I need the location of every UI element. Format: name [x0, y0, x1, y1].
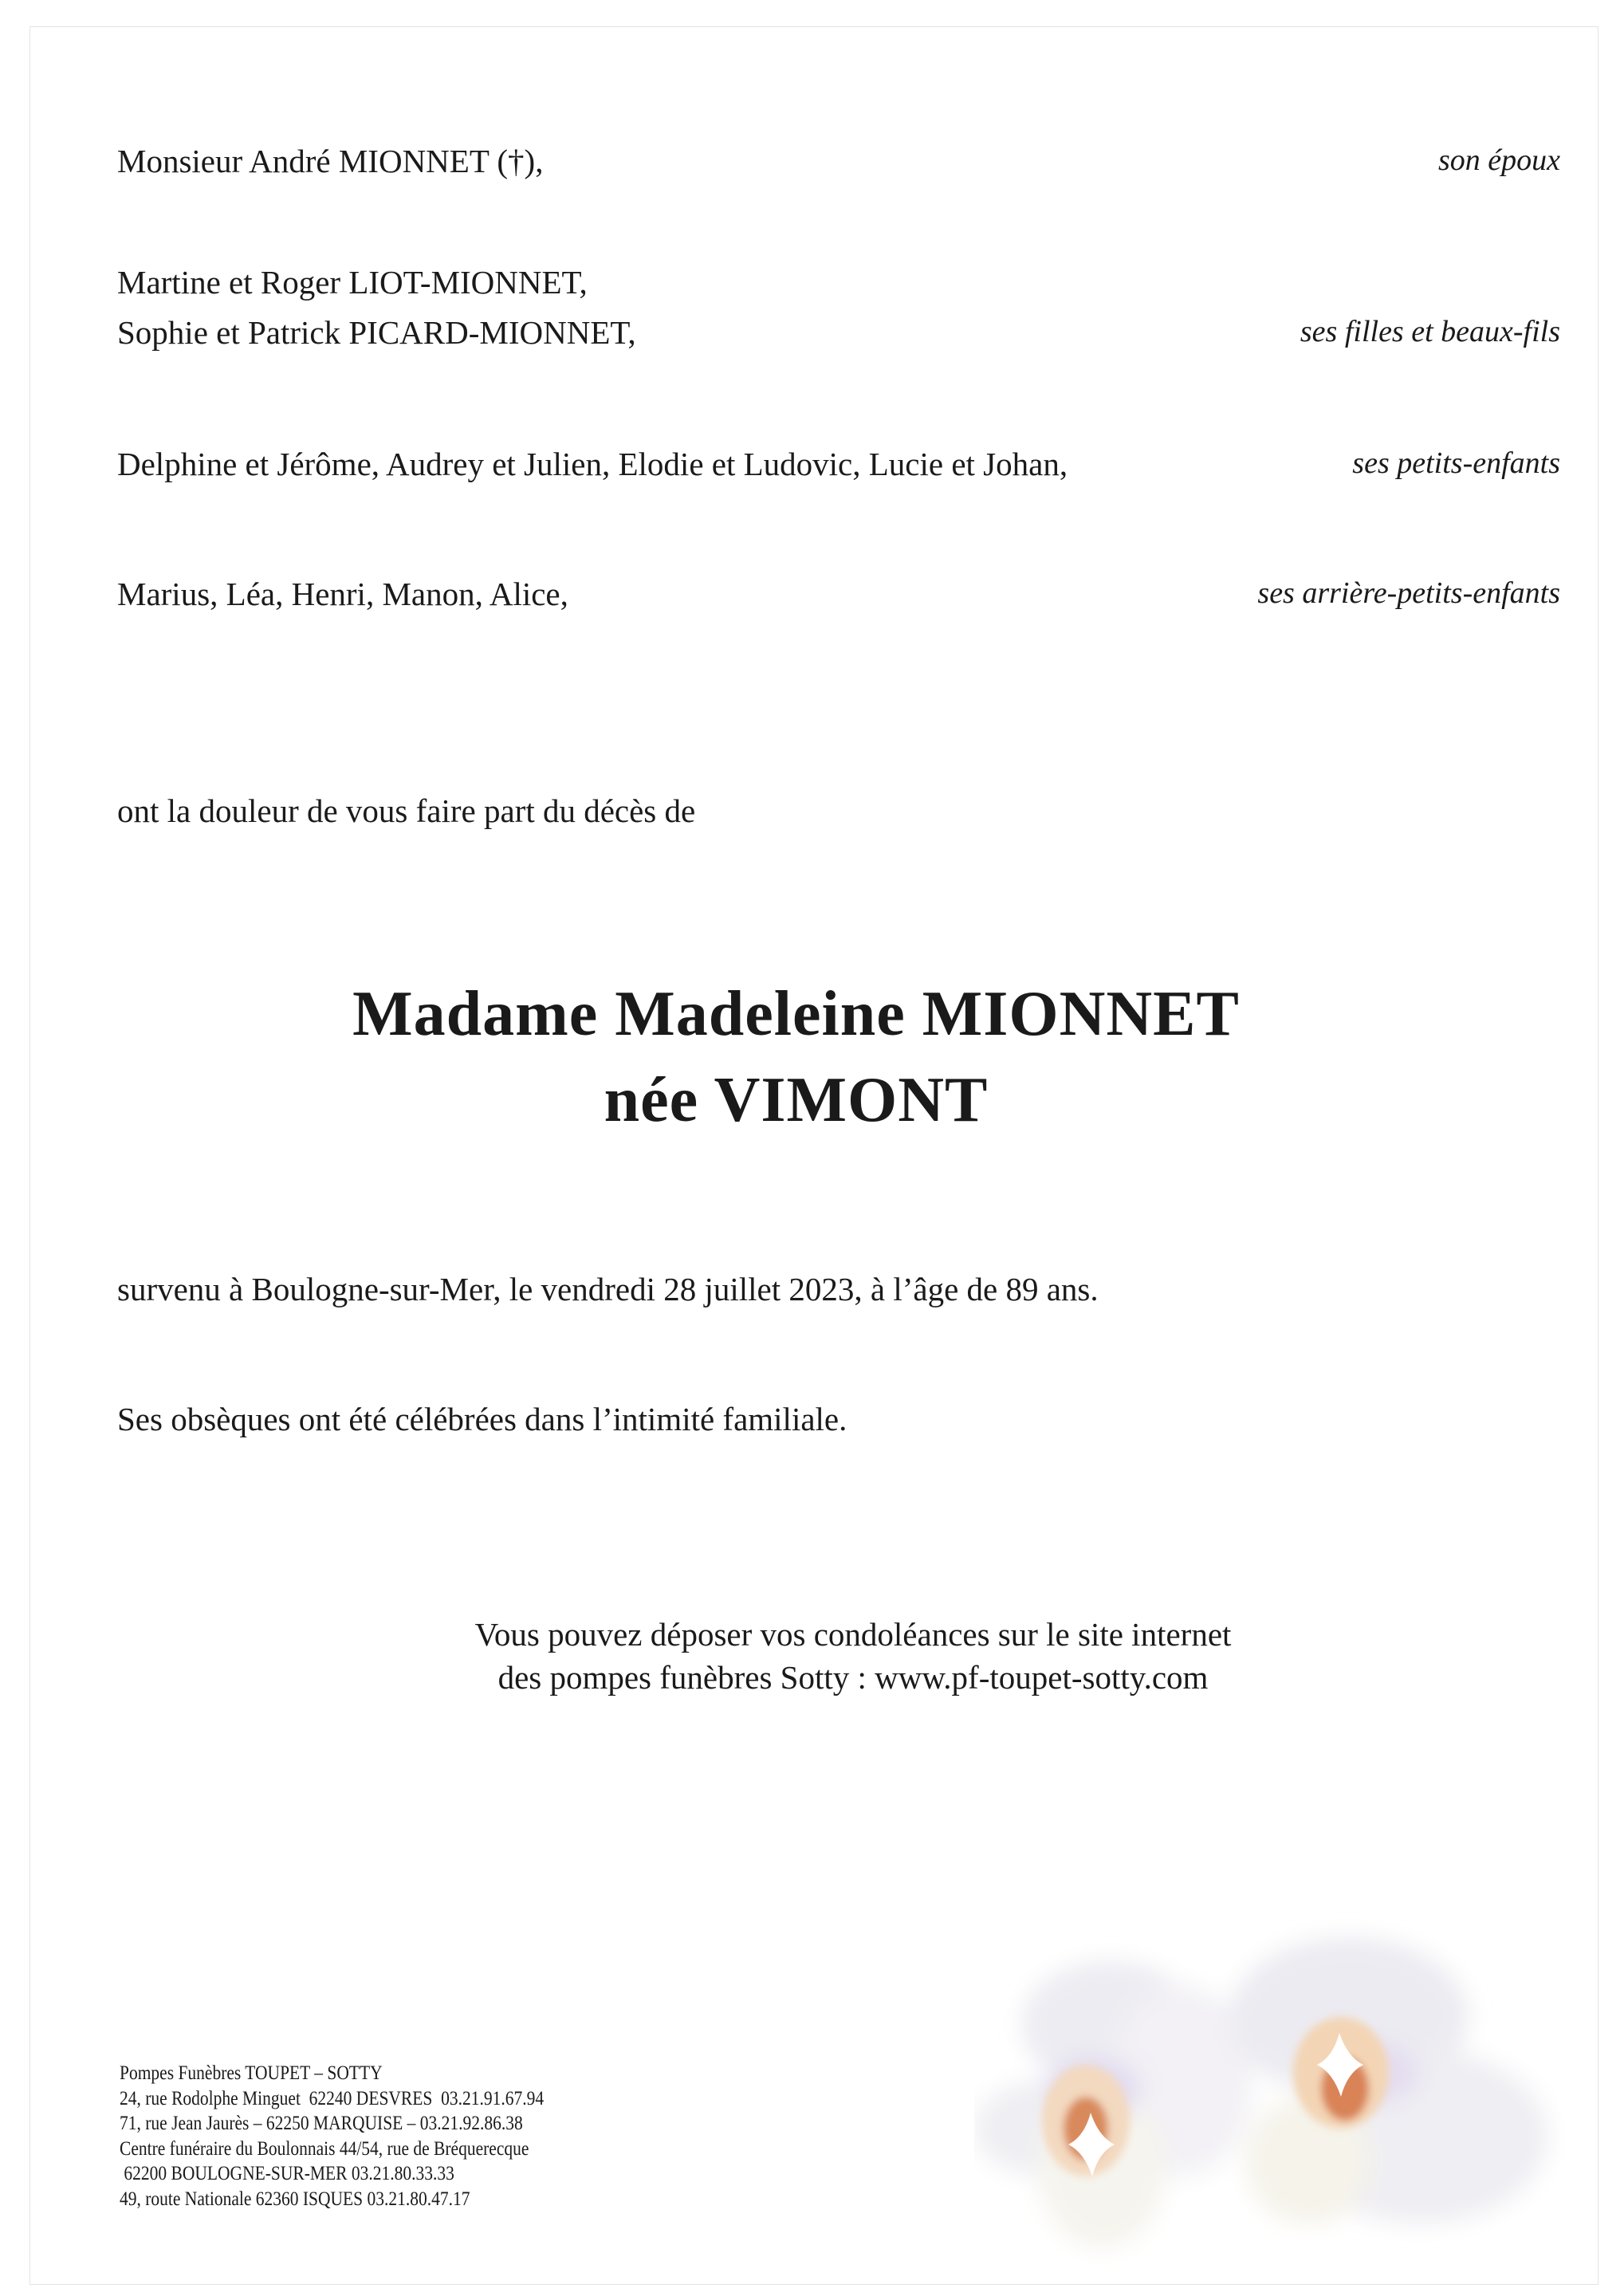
footer-line: 71, rue Jean Jaurès – 62250 MARQUISE – 03.21.92.86.38 [120, 2113, 523, 2134]
deceased-maiden-name: née VIMONT [604, 1065, 989, 1135]
footer-line: Centre funéraire du Boulonnais 44/54, rue de Bréquerecque [120, 2137, 529, 2160]
footer-line: Pompes Funèbres TOUPET – SOTTY [120, 2062, 383, 2084]
relation-husband: son époux [1437, 144, 1560, 177]
footer-line: 24, rue Rodolphe Minguet 62240 DESVRES 03.21.91.67.94 [120, 2087, 545, 2109]
family-great-grandchildren: Marius, Léa, Henri, Manon, Alice, [117, 576, 568, 612]
relation-grandchildren: ses petits-enfants [1352, 446, 1560, 480]
family-daughter-2: Sophie et Patrick PICARD-MIONNET, [117, 314, 636, 351]
condolences-line-1: Vous pouvez déposer vos condoléances sur le site internet [474, 1616, 1232, 1653]
death-details: survenu à Boulogne-sur-Mer, le vendredi 28 juillet 2023, à l’âge de 89 ans. [117, 1271, 1099, 1307]
orchid-flowers-image [974, 1905, 1604, 2285]
footer-line: 62200 BOULOGNE-SUR-MER 03.21.80.33.33 [120, 2163, 454, 2184]
condolences-line-2: des pompes funèbres Sotty : www.pf-toupet-sotty.com [497, 1659, 1209, 1696]
footer-line: 49, route Nationale 62360 ISQUES 03.21.80.47.17 [120, 2188, 470, 2210]
family-grandchildren: Delphine et Jérôme, Audrey et Julien, Elodie et Ludovic, Lucie et Johan, [117, 446, 1068, 482]
family-daughter-1: Martine et Roger LIOT-MIONNET, [117, 264, 588, 301]
funeral-info: Ses obsèques ont été célébrées dans l’intimité familiale. [117, 1401, 847, 1437]
relation-great-grandchildren: ses arrière-petits-enfants [1257, 576, 1560, 610]
relation-daughters: ses filles et beaux-fils [1300, 315, 1560, 348]
deceased-name: Madame Madeleine MIONNET [352, 979, 1240, 1049]
announcement: ont la douleur de vous faire part du décès de [117, 792, 696, 829]
funeral-home-footer [120, 2061, 544, 2211]
family-husband: Monsieur André MIONNET (†), [117, 143, 544, 179]
